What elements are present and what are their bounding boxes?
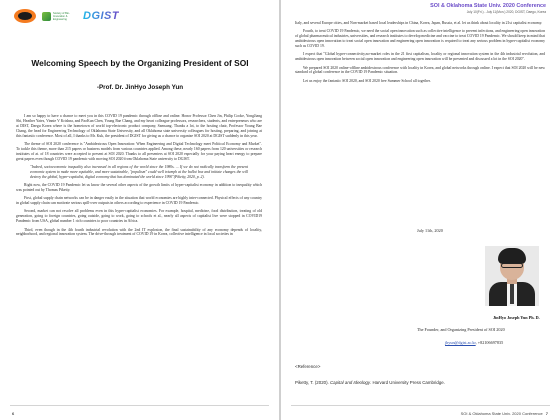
speech-date: July 11th, 2020: [417, 228, 443, 233]
page-number: 7: [545, 411, 548, 416]
reference-author: Piketty, T. (2020).: [295, 380, 330, 385]
signature-name: JinHyo Joseph Yun Ph. D.: [493, 315, 540, 320]
conference-header: [430, 3, 546, 14]
society-logo-text: Society of Bio-Innovation & Engineering: [53, 11, 70, 21]
paragraph: Second, market can not resolve all problems even in this hyper-capitalist economies. For example, hospital, medicine, food distribution, treating of old generation, going to foreign countries, going outside, going to work, going to schools et al., nearly all aspects of capitalist live were stopped in COVID19 Pandemic from USA, global number 1 rich countries to poor countries in Africa.: [16, 209, 262, 224]
society-logo: [42, 12, 77, 21]
paragraph: First, global supply chain networks can be in danger easily in the situation that world economies are highly inter-connected. Physical effects of any country in global supply chain can motivate serious spill-over outputs in others according to experience in COVID 19 Pandemic.: [16, 196, 262, 206]
signature-email-link[interactable]: jhyun@dgist.ac.kr: [445, 340, 476, 345]
paragraph: I am so happy to have a chance to meet you in this COVID 19 pandemic through offline and online. Honor Professor Chen Jin, Philip Cooke, YongJiang Shi, Heather Yates, Vinnie V Krishna, and PaoKun Chen, Young Bae Chang, and my heart colleague professors, researchers, students, and entrepreneurs who are at DIST, Daegu Korea where is the hometown of world top-electronic product company, Samsung. Thanks a lot, to the hosting chair, Professor Young Bae Chang, the head for Engineering Technology of Oklahoma State University, and all Oklahoma state university colleagues for hosting, preparing, and joining at this fantastic conference. Most of all, I thanks to Mr. Kuk, the president of DGIST for giving us a chance to organize SOI 2020 at DGIST suddenly in this year.: [16, 114, 262, 138]
right-footer: [461, 411, 548, 416]
footer-rule: [291, 405, 550, 406]
footer-conference-name: SOI & Oklahoma State Univ. 2020 Conference: [460, 411, 543, 416]
osu-logo: [14, 9, 36, 23]
speech-byline: -Prof. Dr. JinHyo Joseph Yun: [96, 84, 184, 91]
left-page-number: [12, 411, 14, 416]
paragraph: Let us enjoy the fantastic SOI 2020, and SOI 2020 free Summer School all together.: [303, 78, 431, 83]
dgist-logo: DGIST: [83, 10, 120, 22]
page-number: 6: [12, 411, 15, 416]
paragraph: Fourth, to treat COVID 19 Pandemic, we need the social open innovation such as collective intelligence to prevent infections, and engineering open innovation of global pharmaceutical industries, universities, and research institutes to develop medicine and vaccine to treat COVID 19 Pandemic. We should keep in mind that ambidextrous open innovation to treat social open innovation and engineering open innovation is required to treat any serious problem in hyper-capitalist economy such as COVID 19.: [295, 29, 545, 49]
reference-item: [295, 380, 445, 385]
author-portrait: [485, 246, 539, 306]
left-page: [0, 0, 279, 420]
signature-contact: [445, 340, 503, 345]
reference-title: Capital and Ideology: [329, 380, 371, 385]
footer-rule: [10, 405, 269, 406]
society-logo-mark: [42, 12, 51, 21]
signature-phone: , +82106697835: [475, 340, 504, 345]
reference-publisher: . Harvard University Press Cambridge.: [370, 380, 445, 385]
right-body: [295, 21, 545, 87]
right-page: [281, 0, 560, 420]
signature-role: The Founder, and Organizing President of SOI 2020: [417, 327, 505, 332]
paragraph: Italy, and several Europe cities, and Non-market based local leaderships in China, Korea, Japan, Russia, et al. let us think about locality in 21st capitalist economy.: [295, 21, 543, 25]
conference-dates: July 10(Fri.) - July 11(Mon.) 2020, DGIST, Daegu, Korea: [466, 10, 546, 14]
paragraph: We prepared SOI 2020 online-offline ambidextrous conference with locality in Korea, and global networks through online. I expect that SOI 2020 will be new standard of global conference in the COVID 19 Pandemic situation.: [295, 65, 545, 75]
reference-heading: <Reference>: [295, 364, 321, 369]
block-quote: "Indeed, socioeconomic inequality also increased in all regions of the world since the 1980s. ... If we do not radically transform the present economic system to make more equitable, and more sustainable, "populism" could well triumph at the ballot box and initiate changes the will destroy the global, hyper-capitalist, digital economy that has dominated the world since 1990"(Piketty, 2020, p. 2).: [30, 164, 248, 179]
conference-title: SOI & Oklahoma State Univ. 2020 Conference: [430, 3, 546, 9]
paragraph: The theme of SOI 2020 conference is "Ambidextrous Open Innovation: When Engineering and Digital Technology meet Political Economy and Market". To tackle this theme, more than 215 papers or business models from various countries applied. Among these, nearly 160 papers from 120 universities or research institutes of at. of 18 countries were accepted to present at SOI 2020. Thanks to all presenters at SOI 2020 especially for your paying heart energy to prepare great papers even though COVID 19 pandemic with moving SOI 2020 from Oklahoma State university to DGIST.: [16, 141, 262, 161]
left-body: [16, 114, 262, 241]
speech-title: Welcoming Speech by the Organizing President of SOI: [31, 58, 249, 68]
paragraph: I expect that "Global hyper-connectivity,no-market roles in the 21 first capitalism, locality or regional innovation system in the 4th industrial revolution, and ambidextrous open innovation between social open innovation and engineering open innovation will be presented and discussed a lot in the SOI 2020".: [295, 52, 545, 62]
header-logos: [14, 6, 119, 26]
paragraph: Right now, the COVID 19 Pandemic let us know the several other aspects of the growth limits of hyper-capitalist economy in addition to inequality which was pointed out by Thomas Piketty.: [16, 183, 262, 192]
paragraph: Third, even though in the 4th fourth industrial revolution with the 2nd IT explosion, the final sustainability of any economy depends of locality, neighborhood, and regional innovation system. The drive-through treatment of COVID 19 in Korea, collective intelligence in local societies in: [16, 227, 262, 237]
